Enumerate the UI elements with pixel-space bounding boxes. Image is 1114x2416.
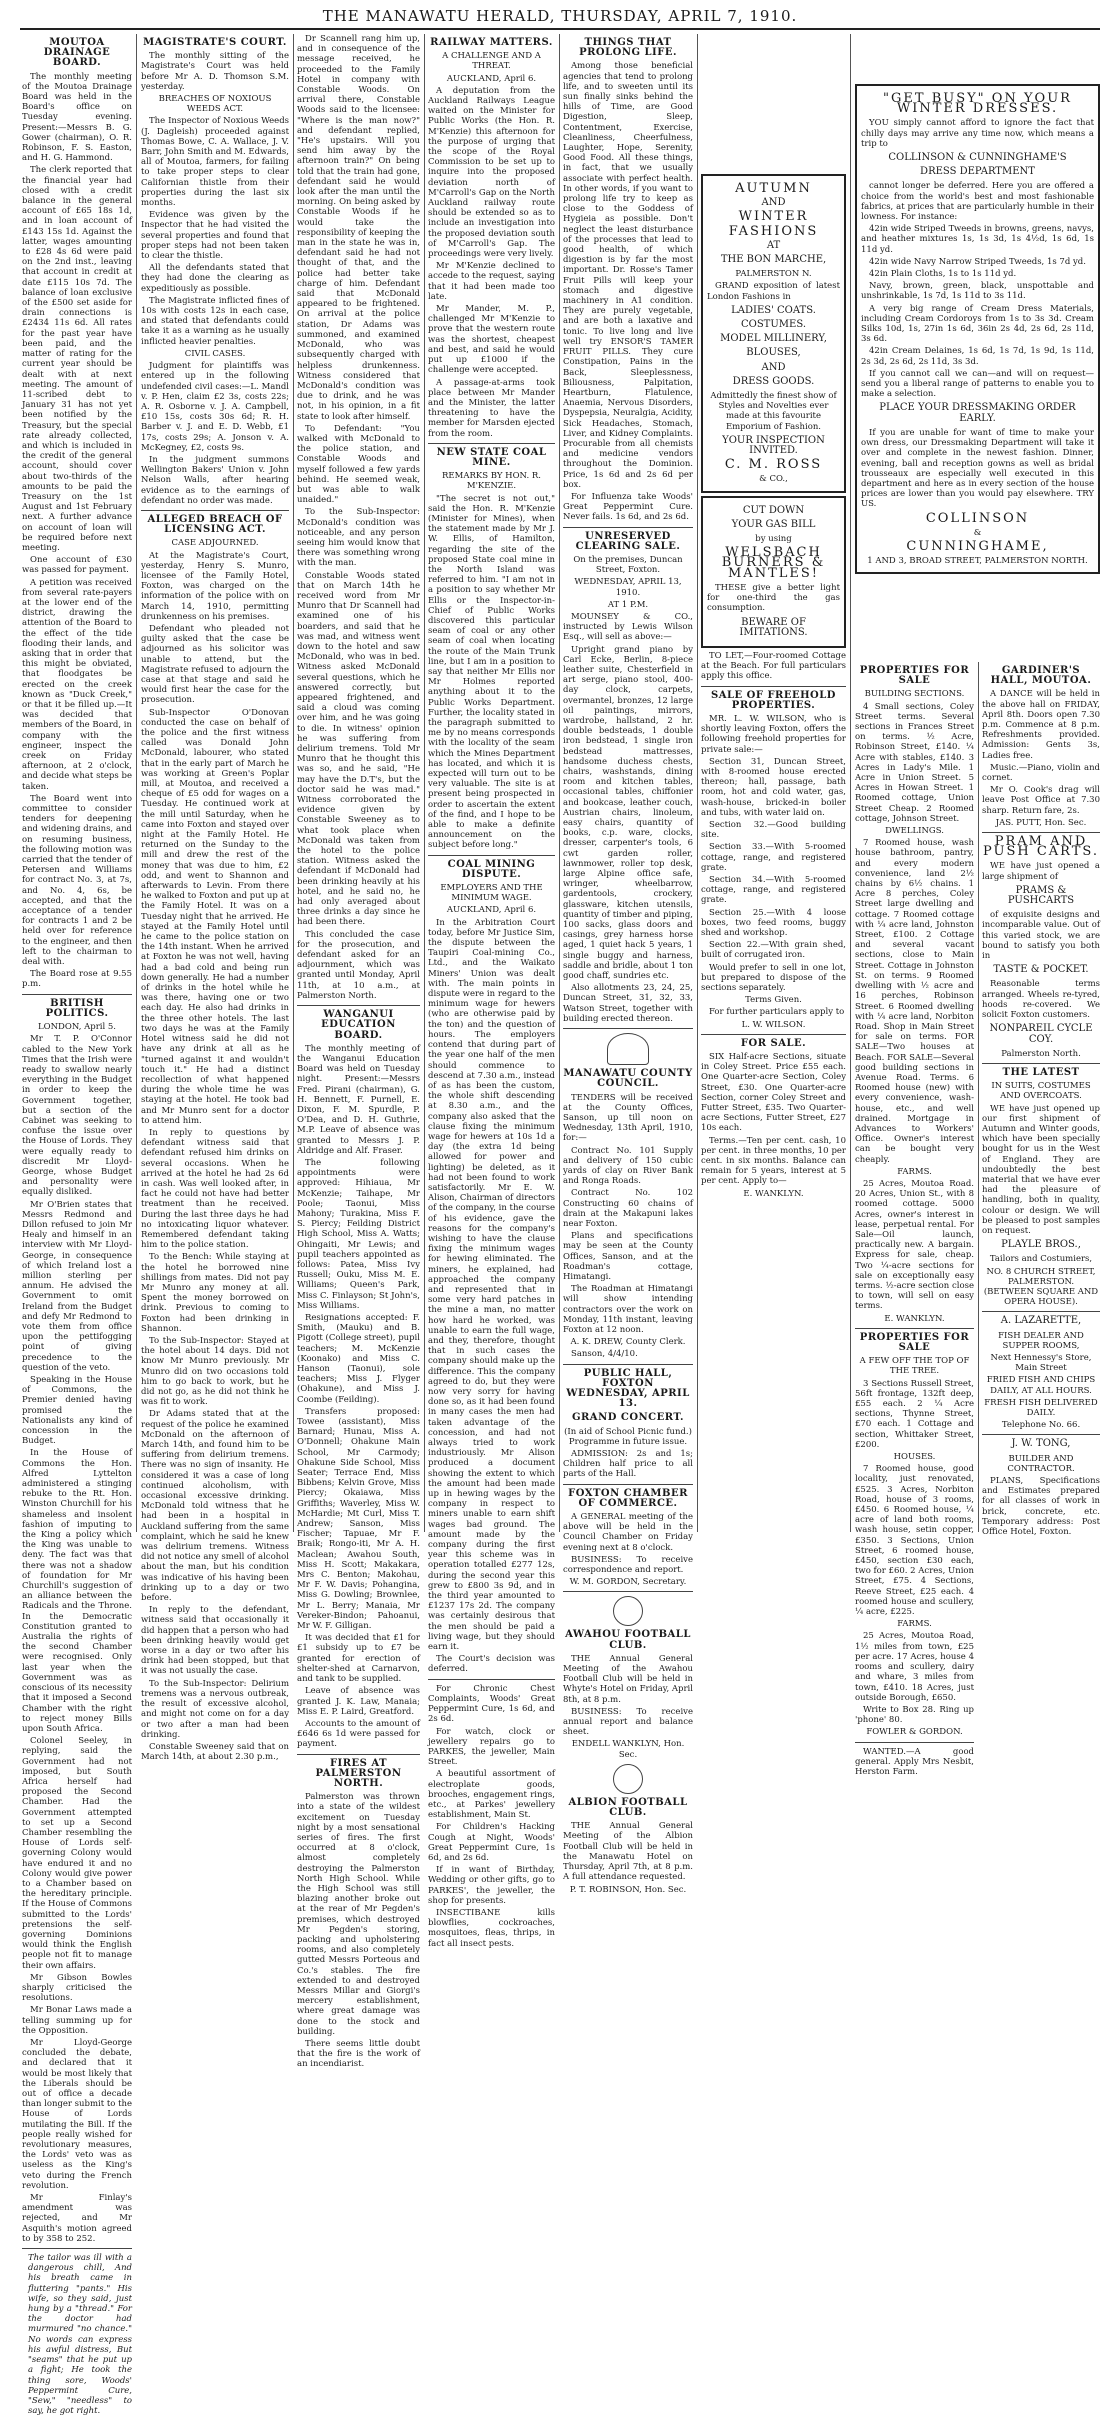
- ad-line: 42in Cream Delaines, 1s 6d, 1s 7d, 1s 9d, 1s 11d, 2s 3d, 2s 6d, 2s 11d, 3s 3d.: [861, 346, 1094, 367]
- notice: WANTED.—A good general. Apply Mrs Nesbit, Herston Farm.: [855, 1746, 974, 1777]
- paragraph: ADMISSION: 2s and 1s; Children half price to all parts of the Hall.: [563, 1449, 693, 1480]
- headline-moutoa: MOUTOA DRAINAGE BOARD.: [43, 37, 111, 69]
- headline-properties-2: PROPERTIES FOR SALE: [859, 1331, 970, 1353]
- paragraph: The monthly meeting of the Moutoa Drainage Board was held in the Board's office on Tuesday evening. Present:—Messrs B. G. Gower (chairman), O. R. Robinson, F. S. Easton, and H. G. Hammond.: [22, 71, 132, 164]
- paragraph: To the Sub-Inspector: Delirium tremens was a nervous outbreak, the result of excessive alcohol, and might not come on for a day or two after a man had been drinking.: [141, 1678, 289, 1740]
- subheading: A CHALLENGE AND A THREAT.: [442, 51, 541, 72]
- subheading: HOUSES.: [893, 1452, 936, 1463]
- paragraph: Music.—Piano, violin and cornet.: [982, 762, 1100, 784]
- column-rule: [293, 34, 294, 1532]
- bon-marche-advert: [701, 174, 846, 493]
- paragraph: Mr Mander, M. P., challenged Mr M'Kenzie to prove that the western route was the shortest, cheapest and best, and said he would put up £1000 if the challenge were accepted.: [428, 304, 555, 376]
- divider: [22, 2248, 132, 2249]
- paragraph: The Magistrate inflicted fines of 10s with costs 12s in each case, and stated that defendants could take it as a warning as he usually inflicted heavier penalties.: [141, 295, 289, 347]
- headline-coal-mine: NEW STATE COAL MINE.: [436, 446, 547, 468]
- divider: [297, 1005, 420, 1006]
- ad-line: AND: [761, 197, 786, 209]
- subheading: IN SUITS, COSTUMES AND OVERCOATS.: [991, 1081, 1091, 1102]
- ad-line: TASTE & POCKET.: [993, 964, 1089, 976]
- masthead-title: THE MANAWATU HERALD, THURSDAY, APRIL 7, 1910.: [322, 7, 798, 25]
- headline-gardiners-hall: GARDINER'S HALL, MOUTOA.: [990, 665, 1092, 687]
- ad-line: MODEL MILLINERY,: [720, 333, 827, 345]
- notice: INSECTIBANE kills blowflies, cockroaches, mosquitoes, fleas, thrips, in fact all insect pests.: [428, 1907, 555, 1949]
- subheading: FARMS.: [897, 1166, 932, 1177]
- paragraph: Next Hennessy's Store, Main Street: [990, 1352, 1092, 1374]
- paragraph: To Defendant: "You walked with McDonald to the police station, and Constable Woods and myself followed a few yards behind. He seemed weak, but was able to walk unaided.": [297, 423, 420, 506]
- paragraph: TENDERS will be received at the County Offices, Sanson, up till noon on Wednesday, 13th April, 1910, for:—: [563, 1092, 693, 1144]
- paragraph: Section 31, Duncan Street, with 8-roomed house erected thereon; hall, passage, bath room, hot and cold water, gas, wash-house, bricked-in boiler and tubs, with water laid on.: [701, 756, 846, 818]
- paragraph: Section 33.—With 5-roomed cottage, range, and registered grate.: [701, 842, 846, 873]
- headline-properties: PROPERTIES FOR SALE: [859, 665, 970, 687]
- masthead: [20, 6, 1100, 30]
- ad-line: LADIES' COATS.: [731, 304, 816, 316]
- dateline: AUCKLAND, April 6.: [446, 73, 537, 84]
- ad-line: AT: [766, 239, 781, 251]
- headline-british-politics: BRITISH POLITICS.: [45, 997, 109, 1019]
- divider: [563, 1364, 693, 1365]
- ad-line: COLLINSON: [925, 510, 1030, 526]
- notice: A beautiful assortment of electroplate goods, brooches, engagement rings, etc., at Parkes' jewellery establishment, Main St.: [428, 1769, 555, 1821]
- ad-line: 42in wide Striped Tweeds in browns, greens, navys, and heather mixtures 1s, 1s 3d, 1s 4½d, 1s 6d, 1s 11d yd.: [861, 224, 1094, 255]
- column-5: [563, 34, 693, 1895]
- column-7-top: [855, 34, 1100, 662]
- column-6: [701, 34, 846, 1532]
- paragraph: of exquisite designs and incomparable value. Out of this varied stock, we are bound to satisfy you both in: [982, 910, 1100, 962]
- column-rule: [559, 34, 560, 1532]
- ad-line: PRAMS & PUSHCARTS: [1007, 884, 1075, 907]
- football-icon: [613, 1764, 643, 1794]
- column-1: [22, 34, 133, 2416]
- headline-tong: J. W. TONG,: [1011, 1438, 1071, 1450]
- coat-of-arms-icon: [607, 1033, 649, 1065]
- paragraph: Accounts to the amount of £646 6s 1d were passed for payment.: [297, 1718, 420, 1750]
- dateline: LONDON, April 5.: [37, 1022, 117, 1033]
- paragraph: Upright grand piano by Carl Ecke, Berlin, 8-piece leather suite, Chesterfield in art serge, piano stool, 400-day clock, carpets, overmantel, bronzes, 12 large oil paintings, mirrors, wardrobe, hallstand, 2 hr. double bedsteads, 1 double iron bedstead, 1 single iron bedstead mattresses, handsome duchess chests, chairs, washstands, dining room and kitchen tables, occasional tables, chiffonier and bookcase, leather couch, Austrian chairs, linoleum, easy chairs, quantity of books, c.p. ware, clocks, dresser, carpenter's tools, 6 cwt garden roller, lawnmower, roller top desk, large Alpine office safe, wringer, wheelbarrow, gardentools, crockery, glassware, kitchen utensils, quantity of timber and piping, 100 sacks, glass doors and casings, grey harness horse aged, 1 quiet hack 5 years, 1 single buggy and harness, saddle and bridle, about 1 ton good chaff, sundries etc.: [563, 644, 693, 982]
- collinson-advert: [855, 84, 1100, 574]
- paragraph: Leave of absence was granted J. K. Law, Manaia; Miss E. P. Laird, Greatford.: [297, 1686, 420, 1717]
- paragraph: This concluded the case for the prosecution, and defendant asked for an adjournment, which was granted until Monday, April 11th, at 10 a.m., at Palmerston North.: [297, 929, 420, 1001]
- listing: 25 Acres, Moutoa Road, 1½ miles from town, £25 per acre. 17 Acres, house 4 rooms and scullery, dairy and whare, 3 miles from town, £410. 18 Acres, just outside Borough, £650.: [855, 1631, 974, 1703]
- ad-line: DRESS GOODS.: [732, 375, 815, 387]
- paragraph: At the Magistrate's Court, yesterday, Henry S. Munro, licensee of the Family Hotel, Foxton, was charged on the information of the police with on March 14, 1910, permitting drunkenness on his premises.: [141, 550, 289, 622]
- paragraph: Mr Lloyd-George concluded the debate, and declared that it would be most likely that the Liberals should be out of office a decade than longer submit to the House of Lords mutilating the Bill. If the people really wished for revolutionary measures, the Lords' veto was as useless as the King's veto during the French revolution.: [22, 2038, 133, 2191]
- ad-line: cannot longer be deferred. Here you are offered a choice from the world's best and most fashionable fabrics, at prices that are particularly humble in their lowness. For instance:: [861, 181, 1094, 223]
- ad-line: DRESS DEPARTMENT: [920, 166, 1035, 178]
- headline-county-council: MANAWATU COUNTY COUNCIL.: [563, 1068, 693, 1090]
- ad-line: FASHIONS: [728, 223, 819, 239]
- divider: [428, 855, 555, 856]
- subheading: FARMS.: [897, 1619, 932, 1630]
- signature: P. T. ROBINSON, Hon. Sec.: [569, 1884, 687, 1895]
- paragraph: THE Annual General Meeting of the Awahou Football Club will be held in Whyte's Hotel on Friday, April 8th, at 8 p.m.: [563, 1653, 693, 1705]
- paragraph: In reply to questions by defendant witness said that defendant refused him drinks on several occasions. When he arrived at the hotel he had 2s 6d in cash. Was well looked after, in fact he could not have had better treatment than he received. During the last three days he had no intoxicating liquor whatever. Remembered defendant taking him to the police station.: [141, 1127, 289, 1251]
- paragraph: Dr Adams stated that at the request of the police he examined McDonald on the afternoon of March 14th, and found him to be suffering from delirium tremens. There was no sign of insanity. He considered it was a case of long continued alcoholism, with occasional excessive drinking. McDonald told witness that he had been in a hospital in Auckland suffering from the same complaint, which he said he knew was delirium tremens. Witness did not notice any smell of alcohol about the man, but his condition was indicative of his having been drinking up to a day or two before.: [141, 1409, 289, 1604]
- listing: 7 Roomed house, wash house bathroom, pantry, and every modern convenience, land 2½ chains by 6½ chains. 1 Acre 8 perches, Coley Street large dwelling and cottage. 7 Roomed cottage with ¼ acre land, Johnston Street, £100. 2 Cottage and several vacant sections, close to Main Street. Cottage in Johnston St. on terms. 9 Roomed dwelling with ½ acre and 16 perches, Robinson Street. 6 Roomed dwelling with ¼ acre land, Norbiton Road. Shop in Main Street for sale on terms. FOR SALE—Two houses at Beach. FOR SALE—Several good building sections in Avenue Road. Terms. 6 Roomed house (new) with every convenience, wash-house, etc., and well drained. Mortgage in Advances to Workers' Office. Owner's interest can be bought very cheaply.: [855, 838, 974, 1165]
- paragraph: Reasonable terms arranged. Wheels re-tyred, hoods re-covered. We solicit Foxton customers.: [982, 979, 1100, 1021]
- notice: For watch, clock or jewellery repairs go to PARKES, the jeweller, Main Street.: [428, 1726, 555, 1768]
- paragraph: Section 34.—With 5-roomed cottage, range, and registered grate.: [701, 874, 846, 906]
- column-7b: [982, 662, 1100, 1538]
- headline-railway: RAILWAY MATTERS.: [430, 37, 553, 48]
- paragraph: Palmerston was thrown into a state of the wildest excitement on Tuesday night by a most sensational series of fires. The first occurred at 8 o'clock, almost completely destroying the Palmerston North High School. While the High School was still blazing another broke out at the rear of Mr Pegden's premises, which destroyed Mr Pegden's storing, packing and upholstering rooms, and also completely gutted Messrs Porteous and Co.'s stables. The fire extended to and destroyed Messrs Millar and Giorgi's mercery establishment, where great damage was done to the stock and building.: [297, 1792, 420, 2037]
- ad-line: If you cannot call we can—and will on request—send you a liberal range of patterns to enable you to make a selection.: [861, 368, 1094, 400]
- notice: If in want of Birthday, Wedding or other gifts, go to PARKES', the jeweller, the shop for presents.: [428, 1865, 555, 1906]
- ad-line: YOU simply cannot afford to ignore the fact that chilly days may arrive any time now, which means a trip to: [861, 118, 1094, 149]
- headline-licensing-act: ALLEGED BREACH OF LICENSING ACT.: [147, 513, 283, 536]
- paragraph: The Inspector of Noxious Weeds (J. Dagleish) proceeded against Thomas Bowe, C. A. Wallace, J. V. Barr, John Smith and M. Edwards, all of Moutoa, farmers, for failing to take proper steps to clear Californian thistle from their properties during the last six months.: [141, 116, 289, 209]
- ad-line: THESE give a better light for one-third the gas consumption.: [707, 582, 840, 614]
- signature: E. WANKLYN.: [884, 1313, 945, 1324]
- subheading: CASE ADJOURNED.: [171, 538, 259, 549]
- divider: [855, 1742, 974, 1743]
- ad-line: 42in Plain Cloths, 1s to 1s 11d yd.: [869, 269, 1017, 280]
- divider: [855, 1328, 974, 1329]
- paragraph: FRESH FISH DELIVERED DAILY.: [984, 1397, 1098, 1418]
- subheading: BREACHES OF NOXIOUS WEEDS ACT.: [158, 94, 272, 115]
- notice: For Chronic Chest Complaints, Woods' Great Peppermint Cure, 1s 6d, and 2s 6d.: [428, 1683, 555, 1725]
- paragraph: Resignations accepted: F. Smith, (Mauku) and B. Pigott (College street), pupil teachers; M. McKenzie (Koonako) and Miss C. Hanson (Taonui), sole teachers; Miss J. Flyger (Ohakune), and Miss J. Coombe (Feilding).: [297, 1312, 420, 1405]
- ad-line: CUT DOWN: [742, 504, 805, 516]
- paragraph: The Court's decision was deferred.: [428, 1654, 555, 1675]
- subheading: Tailors and Costumiers,: [989, 1254, 1093, 1265]
- headline-clearing-sale: UNRESERVED CLEARING SALE.: [575, 530, 681, 552]
- paragraph: FRIED FISH AND CHIPS DAILY, AT ALL HOURS.: [986, 1375, 1096, 1396]
- paragraph: Section 25.—With 4 loose boxes, two feed rooms, buggy shed and workshop.: [701, 907, 846, 938]
- column-7a: [855, 662, 974, 1777]
- paragraph: To the Sub-Inspector: Stayed at the hotel about 14 days. Did not know Mr Munro previously. Mr Munro did on two occasions told him to go back to work, but he did not go, as he did not think he was fit to work.: [141, 1335, 289, 1408]
- headline-for-sale: FOR SALE.: [740, 1037, 807, 1049]
- ad-line: CUNNINGHAME,: [906, 538, 1049, 554]
- paragraph: Section 22.—With grain shed, built of corrugated iron.: [701, 940, 846, 961]
- ad-line: YOUR GAS BILL: [731, 518, 816, 530]
- listing: 4 Small sections, Coley Street terms. Several sections in Frances Street on terms. ½ Acre, Robinson Street, £140. ¼ Acre with stables, £140. 3 Acres in Lady's Mile. 1 Acre in Union Street. 5 Acres in Howan Street. 1 Roomed cottage, Union Street Cheap. 2 Roomed cottage, Johnson Street.: [855, 701, 974, 824]
- paragraph: In the Arbitration Court today, before Mr Justice Sim, the dispute between the Taupiri Coal-mining Co., Ltd., and the Waikato Miners' Union was dealt with. The main points in dispute were in regard to the minimum wage for hewers (who are otherwise paid by the ton) and the question of hours. The employers contend that during part of the year one half of the men should commence to descend at 7.30 a.m., instead of as has been the custom, the whole shift descending at 8.30 a.m., and the company also asked that the clause fixing the minimum wage for hewers at 10s 1d a day (the extra 1d being allowed for power and lighting) be deleted, as it had not been found to work satisfactorily. Mr E. W. Alison, Chairman of directors of the company, in the course of his evidence, gave the reasons for the company's wishing to have the clause fixing the minimum wages for hewing eliminated. The miners, he explained, had approached the company and represented that in some very hard patches in the mine a man, no matter how hard he worked, was unable to earn the full wage, and they, therefore, thought that in such cases the company should make up the difference. This the company agreed to do, but they were now very sorry for having done so, as it had been found in many cases the men had taken advantage of the concession, and had not always tried to work industriously. Mr Alison produced a document showing the extent to which the amount had been made up in hewing wages by the company in respect to miners unable to earn shift wages bad ground. The amount made by the company during the first year this scheme was in operation totalled £277 12s, during the second year this grew to £800 3s 9d, and in the third year amounted to £1237 17s 2d. The company was certainly desirous that the men should be paid a living wage, but they should earn it.: [428, 917, 556, 1653]
- paragraph: Among those beneficial agencies that tend to prolong life, and to sweeten until its sun finally sinks behind the hills of Time, are Good Digestion, Sleep, Contentment, Exercise, Cleanliness, Cheerfulness, Laughter, Hope, Serenity, Good Food. All these things, in fact, that we usually associate with perfect health. In other words, if you want to prolong life try to keep as close to the Goddess of Hygieia as possible. Don't neglect the least disturbance of the processes that lead to good health, of which digestion is by far the most important. Dr. Rosse's Tamer Fruit Pills will keep your stomach and digestive machinery in A1 condition. They are purely vegetable, and are both a laxative and tonic. To live long and live well try ENSOR'S TAMER FRUIT PILLS. They cure Constipation, Pains in the Back, Sleeplessness, Biliousness, Palpitation, Heartburn, Flatulence, Anaemia, Nervous Disorders, Dyspepsia, Neuralgia, Acidity, Sick Headaches, Stomach, Liver, and Kidney Complaints. Procurable from all chemists and medicine vendors throughout the Dominion. Price, 1s 6d and 2s 6d per box.: [563, 61, 693, 490]
- notice: TO LET,—Four-roomed Cottage at the Beach. For full particulars apply this office.: [701, 650, 846, 682]
- paragraph: Contract No. 102 Constructing 60 chains of drain at the Makapuni lakes near Foxton.: [563, 1188, 693, 1229]
- subheading: REMARKS BY HON. R. M'KENZIE.: [442, 471, 541, 492]
- ad-line: YOUR INSPECTION INVITED.: [722, 434, 825, 457]
- listing: 25 Acres, Moutoa Road. 20 Acres, Union St., with 8 roomed cottage. 5000 Acres, owner's interest in lease, perpetual rental. For Sale—Oil launch, practically new. A bargain. Express for sale, cheap. Two ¼-acre sections for sale on exceptionally easy terms. ½-acre section close to town, will sell on easy terms.: [855, 1178, 974, 1312]
- headline-lazarette: A. LAZARETTE,: [1000, 1315, 1082, 1327]
- sale-date: WEDNESDAY, APRIL 13, 1910.: [574, 577, 682, 598]
- ad-line: AUTUMN: [735, 181, 812, 196]
- ad-line: & CO.,: [759, 474, 788, 485]
- paragraph: Section 32.—Good building site.: [701, 819, 846, 841]
- paragraph: WE have just opened a large shipment of: [982, 861, 1100, 882]
- column-rule: [697, 34, 698, 1532]
- paragraph: Mr Bonar Laws made a telling summing up for the Opposition.: [22, 2005, 132, 2036]
- notice: For Children's Hacking Cough at Night, Woods' Great Peppermint Cure, 1s 6d, and 2s 6d.: [428, 1822, 555, 1863]
- divider: [141, 510, 289, 511]
- signature: E. WANKLYN.: [743, 1188, 804, 1199]
- paragraph: A GENERAL meeting of the above will be held in the Council Chamber on Friday evening next at 8 o'clock.: [563, 1512, 693, 1553]
- paragraph: (In aid of School Picnic fund.) Programme in future issue.: [564, 1426, 692, 1447]
- paragraph: In reply to the defendant, witness said that occasionally it did happen that a person who had been drinking heavily would get worse in a day or two after his drink had been stopped, but that it was not usually the case.: [141, 1605, 289, 1677]
- divider: [701, 1034, 846, 1035]
- ad-line: &: [973, 527, 982, 538]
- football-icon: [613, 1596, 643, 1626]
- ad-line: COSTUMES.: [740, 319, 806, 331]
- ad-line: If you are unable for want of time to make your own dress, our Dressmaking Department will take it over and complete in the newest fashion. Dinner, evening, ball and reception gowns as well as bridal trousseaux are especially well executed in this department and here as in every section of the house prices are lower than you would pay elsewhere. TRY US.: [861, 427, 1094, 510]
- ad-line: A very big range of Cream Dress Materials, including Cream Cordoroys from 1s to 3s 3d. Cream Silks 10d, 1s, 27in 1s 6d, 36in 2s 4d, 2s 6d, 2s 11d, 3s 6d.: [861, 303, 1094, 345]
- paragraph: PLANS, Specifications and Estimates prepared for all classes of work in brick, concrete, etc. Temporary address: Post Office Hotel, Foxton.: [982, 1476, 1100, 1538]
- headline-fires: FIRES AT PALMERSTON NORTH.: [315, 1757, 402, 1789]
- headline-coal-dispute: COAL MINING DISPUTE.: [447, 858, 536, 880]
- ad-line: "GET BUSY" ON YOUR WINTER DRESSES.: [883, 91, 1072, 117]
- ad-line: PALMERSTON N.: [735, 269, 812, 280]
- paragraph: Would prefer to sell in one lot, but prepared to dispose of the sections separately.: [701, 962, 846, 993]
- paragraph: Constable Woods stated that on March 14th he received word from Mr Munro that Dr Scannell had examined one of his boarders, and said that he was mad, and witness went down to the hotel and saw McDonald, who was in bed. Witness asked McDonald several questions, which he answered correctly, but appeared frightened, and said a cloud was coming over him, and he was going to die. In witness' opinion he was suffering from delirium tremens. Told Mr Munro that he thought this was so, and he said, "He may have the D.T's, but the doctor said he was mad." Witness corroborated the evidence given by Constable Sweeney as to what took place when McDonald was taken from the hotel to the police station. Witness asked the defendant if McDonald had been drinking heavily at his hotel, and he said no, he had only averaged about three drinks a day since he had been there.: [297, 570, 420, 928]
- sale-time: AT 1 P.M.: [607, 599, 649, 610]
- paragraph: Contract No. 101 Supply and delivery of 150 cubic yards of clay on River Bank and Ronga Roads.: [563, 1145, 693, 1187]
- welsbach-advert: [701, 496, 846, 648]
- signature: PLAYLE BROS.,: [1001, 1239, 1081, 1251]
- headline-magistrates-court: MAGISTRATE'S COURT.: [143, 37, 287, 48]
- ad-line: THE BON MARCHE,: [720, 254, 827, 266]
- paragraph: THE Annual General Meeting of the Albion Football Club will be held in the Manawatu Hotel on Thursday, April 7th, at 8 p.m. A full attendance requested.: [563, 1821, 693, 1883]
- location: Palmerston North.: [1001, 1048, 1081, 1059]
- poem: The tailor was ill with a dangerous chill, And his breath came in fluttering "pants." His wife, so they said, just hung by a "thread." For the doctor had murmured "no chance." No words can express his awful distress, But "seams" that he put up a fight; He took the thing sore, Woods' Peppermint Cure, "Sew," "needless" to say, he got right.: [28, 2253, 132, 2416]
- paragraph: BUSINESS: To receive correspondence and report.: [563, 1554, 693, 1576]
- paragraph: The monthly sitting of the Magistrate's Court was held before Mr A. D. Thomson S.M. yesterday.: [141, 51, 289, 92]
- paragraph: Write to Box 28. Ring up 'phone' 80.: [855, 1704, 974, 1726]
- paragraph: All the defendants stated that they had done the clearing as expeditiously as possible.: [141, 263, 289, 294]
- divider: [563, 1028, 693, 1029]
- paragraph: MR. L. W. WILSON, who is shortly leaving Foxton, offers the following freehold properties for private sale:—: [701, 713, 846, 755]
- headline-wanganui-board: WANGANUI EDUCATION BOARD.: [321, 1009, 396, 1041]
- paragraph: BUSINESS: To receive annual report and balance sheet.: [563, 1706, 693, 1738]
- paragraph: For further particulars apply to: [709, 1007, 845, 1018]
- headline-albion: ALBION FOOTBALL CLUB.: [568, 1796, 688, 1819]
- ad-line: Admittedly the finest show of Styles and Novelties ever made at this favourite Emporium of Fashion.: [710, 391, 837, 432]
- divider: [22, 994, 132, 995]
- paragraph: To the Sub-Inspector: McDonald's condition was noticeable, and any person seeing him would know that there was something wrong with the man.: [297, 507, 420, 569]
- subheading: CIVIL CASES.: [184, 348, 246, 359]
- subheading: EMPLOYERS AND THE MINIMUM WAGE.: [440, 883, 543, 904]
- paragraph: Also allotments 23, 24, 25, Duncan Street, 31, 32, 33, Watson Street, together with building erected thereon.: [563, 983, 693, 1024]
- paragraph: Mr M'Kenzie declined to accede to the request, saying that it had been made too late.: [428, 261, 555, 302]
- paragraph: "The secret is not out," said the Hon. R. M'Kenzie (Minister for Mines), when the statement made by Mr J. W. Ellis, of Hamilton, regarding the site of the proposed State coal mine in the North Island was referred to him. "I am not in a position to say whether Mr Ellis or the Inspector-in-Chief of Public Works discovered this particular seam of coal or any other seam of coal when locating the route of the Main Trunk line, but I am in a position to say that neither Mr Ellis nor Mr Holmes reported anything about it to the Public Works Department. Further, the locality stated in the paragraph submitted to me by no means corresponds with the locality of the seam which the Mines Department has located, and which it is expected will turn out to be very valuable. The site is at present being prospected in order to ascertain the extent of the find, and I hope to be able to make a definite announcement on the subject before long.": [428, 493, 555, 851]
- ad-line: C. M. ROSS: [724, 457, 823, 473]
- ad-line: by using: [755, 534, 792, 545]
- paragraph: The monthly meeting of the Wanganui Education Board was held on Tuesday night. Present:—Messrs Fred. Pirani (chairman), G. H. Bennett, F. Purnell, E. Dixon, F. M. Spurdle, P. O'Dea, and D. H. Guthrie, M.P. Leave of absence was granted to Messrs J. P. Aldridge and Alf. Fraser.: [297, 1043, 420, 1156]
- dateline: AUCKLAND, April 6.: [446, 905, 537, 916]
- subheading: BUILDING SECTIONS.: [864, 689, 965, 700]
- column-2: [141, 34, 289, 1763]
- paragraph: A deputation from the Auckland Railways League waited on the Minister for Public Works (the Hon. R. M'Kenzie) this afternoon for the purpose of urging that the scope of the Royal Commission to be set up to inquire into the proposed deviation north of M'Carroll's Gap on the North Auckland railway route should be extended so as to include an investigation into the proposed deviation south of M'Carroll's Gap. The proceedings were very lively.: [428, 85, 555, 260]
- signature: W. M. GORDON, Secretary.: [569, 1577, 687, 1588]
- paragraph: There seems little doubt that the fire is the work of an incendiarist.: [297, 2039, 420, 2070]
- headline-latest: THE LATEST: [1002, 1066, 1080, 1078]
- column-4: [428, 34, 556, 1949]
- ad-line: 42in wide Navy Narrow Striped Tweeds, 1s 7d yd.: [869, 256, 1086, 267]
- divider: [701, 686, 846, 687]
- ad-line: WELSBACH BURNERS & MANTLES!: [721, 545, 826, 581]
- paragraph: The following appointments were approved: Hihiaua, Mr McKenzie; Taihape, Mr Poole; Taonui, Miss Mahony; Turakina, Miss F. S. Piercy; Feilding District High School, Miss A. Watts; Ohingaiti, Mr Lewis; and pupil teachers appointed as follows: Patea, Miss Ivy Russell; Ouku, Miss M. E. Williams; Queen's Park, Miss C. Finlayson; St John's, Miss Williams.: [297, 1157, 420, 1311]
- paragraph: Speaking in the House of Commons, the Premier denied having promised the Nationalists any kind of concession in the Budget.: [22, 1375, 132, 1447]
- listing: 3 Sections Russell Street, 56ft frontage, 132ft deep, £55 each. 2 ¼ Acre sections, Thynne Street, £70 each. 1 Cottage and section, Whittaker Street, £200.: [855, 1378, 974, 1450]
- column-rule: [850, 34, 851, 1532]
- paragraph: A petition was received from several rate-payers at the lower end of the district, drawing the attention of the Board to the effect of the tide flooding their lands, and asking that in order that this might be obviated, that floodgates be erected on the creek known as "Duck Creek," or that it be filled up.—It was decided that members of the Board, in company with the engineer, inspect the creek on Friday afternoon, at 2 o'clock, and decide what steps be taken.: [22, 577, 132, 792]
- paragraph: To the Bench: While staying at the hotel he borrowed nine shillings from mates. Did not pay Mr Munro any money at all. Spent the money borrowed on drink. Previous to coming to Foxton had been drinking in Shannon.: [141, 1252, 289, 1334]
- divider: [297, 1754, 420, 1755]
- paragraph: A DANCE will be held in the above hall on FRIDAY, April 8th. Doors open 7.30 p.m. Commence at 8 p.m. Refreshments provided. Admission: Gents 3s, Ladies free.: [982, 689, 1100, 761]
- ad-line: BLOUSES,: [746, 347, 801, 359]
- divider: [428, 443, 555, 444]
- paragraph: Sub-Inspector O'Donovan conducted the case on behalf of the police and the first witness called was Donald John McDonald, labourer, who stated that in the early part of March he was working at Green's Poplar mill, at Moutoa, and received a cheque of £5 odd for wages on a Tuesday. He continued work at the mill until Saturday, when he came into Foxton and stayed over night at the Family Hotel. He returned on the Sunday to the mill and drew the rest of the money that was due to him, £2 odd, and went to Shannon and afterwards to Levin. From there he walked to Foxton and put up at the Family Hotel. It was on a Tuesday night that he arrived. He stayed at the Family Hotel until he came to the police station on the 14th instant. When he arrived at Foxton he was not well, having had a bad cold and being run down generally. He had a number of drinks in the hotel while he was there, having one or two each day. He also had drinks in the three other hotels. The last two days he was at the Family Hotel witness said he did not have any drink at all as he "turned against it and wouldn't touch it." He had a distinct recollection of what happened during the whole time he was staying at the hotel. He took bad and Mr Munro sent for a doctor to attend him.: [141, 707, 289, 1126]
- paragraph: One account of £30 was passed for payment.: [22, 555, 132, 576]
- listing: 7 Roomed house, good locality, just renovated, £525. 3 Acres, Norbiton Road, house of 3 rooms, £450. 6 Roomed house, ¼ acre of land both rooms, wash house, setin copper, £350. 3 Sections, Union Street, 6 roomed house, £450, section £30 each, two for £60. 2 Acres, Union Street, £75. 4 Sections, Reeve Street, £25 each. 4 roomed house and scullery, ¼ acre, £225.: [855, 1464, 974, 1618]
- location: NO. 8 CHURCH STREET, PALMERSTON. (BETWEEN SQUARE AND OPERA HOUSE).: [983, 1266, 1099, 1308]
- divider: [982, 1063, 1100, 1064]
- column-rule: [424, 34, 425, 1532]
- subheading: BUILDER AND CONTRACTOR.: [1007, 1453, 1075, 1474]
- headline-pram: PRAM AND PUSH CARTS.: [983, 834, 1099, 860]
- paragraph: Evidence was given by the Inspector that he had visited the several properties and found that proper steps had not been taken to clear the thistle.: [141, 210, 289, 262]
- signature: L. W. WILSON.: [741, 1019, 806, 1030]
- paragraph: Judgment for plaintiffs was entered up in the following undefended civil cases:—L. Mandl v. P. Hen, claim £2 3s, costs 22s; A. R. Osborne v. J. A. Campbell, £10 15s, costs 30s 6d; R. H. Barber v. J. and E. D. Webb, £1 17s, costs 29s; A. Jonson v. A. McKegney, £2, costs 9s.: [141, 361, 289, 453]
- signature: JAS. PUTT, Hon. Sec.: [995, 817, 1087, 828]
- headline-awahou: AWAHOU FOOTBALL CLUB.: [565, 1629, 691, 1651]
- paragraph: Constable Sweeney said that on March 14th, at about 2.30 p.m.,: [141, 1741, 289, 1763]
- paragraph: Mr Gibson Bowles sharply criticised the resolutions.: [22, 1972, 132, 2004]
- ad-line: Navy, brown, green, black, unspottable and unshrinkable, 1s 7d, 1s 11d to 3s 11d.: [861, 281, 1094, 302]
- subheading: FISH DEALER AND SUPPER ROOMS,: [998, 1330, 1084, 1351]
- column-3: [297, 34, 420, 2070]
- paragraph: Terms.—Ten per cent. cash, 10 per cent. in three months, 10 per cent. in six months. Balance can remain for 5 years, interest at 5 per cent. Apply to—: [701, 1135, 846, 1187]
- ad-line: COLLINSON & CUNNINGHAME'S: [888, 152, 1067, 164]
- paragraph: Mr O. Cook's drag will leave Post Office at 7.30 sharp. Return fare, 2s.: [982, 785, 1100, 816]
- subheading: DWELLINGS.: [885, 826, 944, 837]
- paragraph: Colonel Seeley, in replying, said the Government had not imposed, but South Africa herself had proposed the Second Chamber. Had the Government attempted to set up a Second Chamber resembling the House of Lords self-governing Colony would have endured it and no Colony would give power to a Chamber based on the hereditary principle. If the House of Commons submitted to the Lords' pretensions the self-governing Dominions would think the English people not fit to manage their own affairs.: [22, 1736, 132, 1971]
- paragraph: Mr T. P. O'Connor cabled to the New York Times that the Irish were ready to swallow nearly everything in the Budget in order to keep the Government together, but a section of the Cabinet was seeking to confuse the issue over the House of Lords. They were equally ready to discredit Mr Lloyd-George, whose Budget and personality were equally disliked.: [22, 1034, 132, 1198]
- paragraph: The Board went into committee to consider tenders for deepening and widening drains, and on resuming business, the following motion was carried that the tender of Petersen and Williams for contract No. 3, at 7s, and No. 4, 6s, be accepted, and that the acceptance of a tender for contracts 1 and 2 be held over for reference to the engineer, and then left to the chairman to deal with.: [22, 793, 132, 968]
- divider: [982, 832, 1100, 833]
- divider: [563, 527, 693, 528]
- ad-line: BEWARE OF IMITATIONS.: [739, 616, 808, 638]
- headline-prolong-life: THINGS THAT PROLONG LIFE.: [579, 37, 677, 59]
- paragraph: A passage-at-arms took place between Mr Mander and the Minister, the latter threatening to have the member for Marsden ejected from the room.: [428, 377, 555, 439]
- signature: A. K. DREW, County Clerk.: [570, 1337, 686, 1348]
- ad-line: GRAND exposition of latest London Fashions in: [707, 281, 840, 302]
- ad-line: 1 AND 3, BROAD STREET, PALMERSTON NORTH.: [867, 556, 1088, 567]
- paragraph: Mr O'Brien states that Messrs Redmond and Dillon refused to join Mr Healy and himself in an interview with Mr Lloyd-George, in consequence of which Ireland lost a million sterling per annum. He advised the Government to omit Ireland from the Budget and defy Mr Redmond to vote them from office upon the pettifogging point of giving precedence to the question of the veto.: [22, 1199, 132, 1373]
- headline-chamber: FOXTON CHAMBER OF COMMERCE.: [568, 1487, 688, 1509]
- paragraph: Telephone No. 66.: [1001, 1420, 1081, 1431]
- sale-location: On the premises, Duncan Street, Foxton.: [573, 554, 683, 576]
- divider: [563, 1591, 693, 1592]
- paragraph: Defendant who pleaded not guilty asked that the case be adjourned as his solicitor was unable to attend, but the Magistrate refused to adjourn the case at that stage and said he would first hear the case for the prosecution.: [141, 623, 289, 706]
- paragraph: The clerk reported that the financial year had closed with a credit balance in the general account of £65 18s 1d, and in loan account of £143 15s 1d. Against the latter, wages amounting to £28 4s 6d were paid on the 2nd inst., leaving that account in credit at date £115 10s 7d. The balance of loan exclusive of the £500 set aside for drain connections is £2434 11s 6d. All rates for the past year have been paid, and the matter of rating for the current year should be dealt with at next meeting. The amount of 11-scribed debt to January 31 has not yet been notified by the Treasury, but the special rate already collected, and which is included in the credit of the general account, should cover about two-thirds of the amounts to be paid the Treasury on the 1st August and 1st February next. A further advance on account of loan will be required before next meeting.: [22, 165, 132, 553]
- paragraph: For Influenza take Woods' Great Peppermint Cure. Never fails. 1s 6d, and 2s 6d.: [563, 491, 693, 523]
- signature: NONPAREIL CYCLE COY.: [989, 1023, 1093, 1045]
- paragraph: WE have just opened up our first shipment of Autumn and Winter goods, which have been specially bought for us in the West of England. They are undoubtedly the best material that we have ever had the pleasure of handling, both in quality, colour or design. We will be pleased to post samples on request.: [982, 1103, 1100, 1236]
- location: Sanson, 4/4/10.: [571, 1349, 638, 1360]
- paragraph: The Board rose at 9.55 p.m.: [22, 969, 132, 990]
- paragraph: MOUNSEY & CO., instructed by Lewis Wilson Esq., will sell as above:—: [563, 611, 693, 643]
- divider: [982, 1434, 1100, 1435]
- paragraph: Dr Scannell rang him up, and in consequence of the message received, he proceeded to the Family Hotel in company with Constable Woods. On arrival there, Constable Woods said to the licensee: "Where is the man now?" and defendant replied, "He's upstairs. Will you send him away by the afternoon train?" On being told that the train had gone, defendant said he would look after the man until the morning. On being asked by Constable Woods if he would take the responsibility of keeping the man in the state he was in, defendant said he had not thought of that, and the police had better take charge of him. Defendant said that McDonald appeared to be frightened. On arrival at the police station, Dr Adams was summoned, and examined McDonald, who was subsequently charged with helpless drunkenness. Witness considered that McDonald's condition was due to drink, and he was not, in his opinion, in a fit state to look after himself.: [297, 34, 420, 422]
- subheading: A FEW OFF THE TOP OF THE TREE.: [859, 1356, 970, 1377]
- ad-line: AND: [761, 361, 786, 373]
- paragraph: Transfers proposed: Towee (assistant), Miss Barnard; Hunau, Miss A. O'Donnell; Ohakune Main School, Mr Carmody; Ohakune Side School, Miss Seater; Terrace End, Miss Bibbens; Kelvin Grove, Miss Piercy; Okaiawa, Miss Griffiths; Waverley, Miss W. McHardie; Mt Curl, Miss T. Andrew; Sanson, Miss Fischer; Tapuae, Mr F. Braik; Rongo-iti, Mr A. H. Maclean; Awahou South, Miss H. Scott; Makakara, Mrs C. Benton; Makohau, Mr F. W. Davis; Pohangina, Miss G. Dowling; Brownlee, Mr L. Berry; Manaia, Mr Vereker-Bindon; Pahoanui, Mr W. F. Gilligan.: [297, 1406, 420, 1632]
- paragraph: Terms Given.: [745, 995, 802, 1006]
- paragraph: The Roadman at Himatangi will show intending contractors over the work on Monday, 11th instant, leaving Foxton at 12 noon.: [563, 1284, 693, 1335]
- divider: [982, 1311, 1100, 1312]
- ad-line: WINTER: [738, 209, 809, 225]
- paragraph: In the judgment summons Wellington Bakers' Union v. John Nelson Walls, after hearing evidence as to the earnings of defendant no order was made.: [141, 454, 289, 506]
- paragraph: Plans and specifications may be seen at the County Offices, Sanson, and at the Roadman's cottage, Himatangi.: [563, 1231, 693, 1282]
- signature: FOWLER & GORDON.: [866, 1727, 963, 1738]
- paragraph: Mr Finlay's amendment was rejected, and Mr Asquith's motion agreed to by 358 to 252.: [22, 2193, 132, 2244]
- paragraph: It was decided that £1 for £1 subsidy up to £7 be granted for erection of shelter-shed at Carnarvon, and tank to be supplied.: [297, 1633, 420, 1685]
- column-rule: [978, 662, 979, 1532]
- divider: [428, 1679, 555, 1680]
- ad-line: PLACE YOUR DRESSMAKING ORDER EARLY.: [879, 402, 1076, 424]
- paragraph: In the House of Commons the Hon. Alfred Lyttelton administered a stinging rebuke to the Rt. Hon. Winston Churchill for his shameless and insolent fashion of imputing to the King a policy which the King was unable to deny. The fact was that there was not a shadow of foundation for Mr Churchill's suggestion of an alliance between the Radicals and the Throne. In the Democratic Constitution granted to Australia the rights of the second Chamber were recognised. Only last year when the Government was as conscious of its necessity that it imposed a Second Chamber with the right to reject money Bills upon South Africa.: [22, 1448, 132, 1734]
- column-rule: [136, 34, 137, 1532]
- headline-freehold: SALE OF FREEHOLD PROPERTIES.: [711, 689, 836, 711]
- divider: [563, 1484, 693, 1485]
- headline-public-hall: PUBLIC HALL, FOXTON WEDNESDAY, APRIL 13.: [566, 1367, 690, 1410]
- paragraph: SIX Half-acre Sections, situate in Coley Street. Price £55 each. One Quarter-acre Section, Coley Street, £30. One Quarter-acre Section, corner Coley Street and Futter Street, £35. Two Quarter-acre Sections, Futter Street, £27 10s each.: [701, 1052, 846, 1134]
- signature: ENDELL WANKLYN, Hon. Sec.: [571, 1739, 685, 1760]
- headline-grand-concert: GRAND CONCERT.: [571, 1412, 685, 1424]
